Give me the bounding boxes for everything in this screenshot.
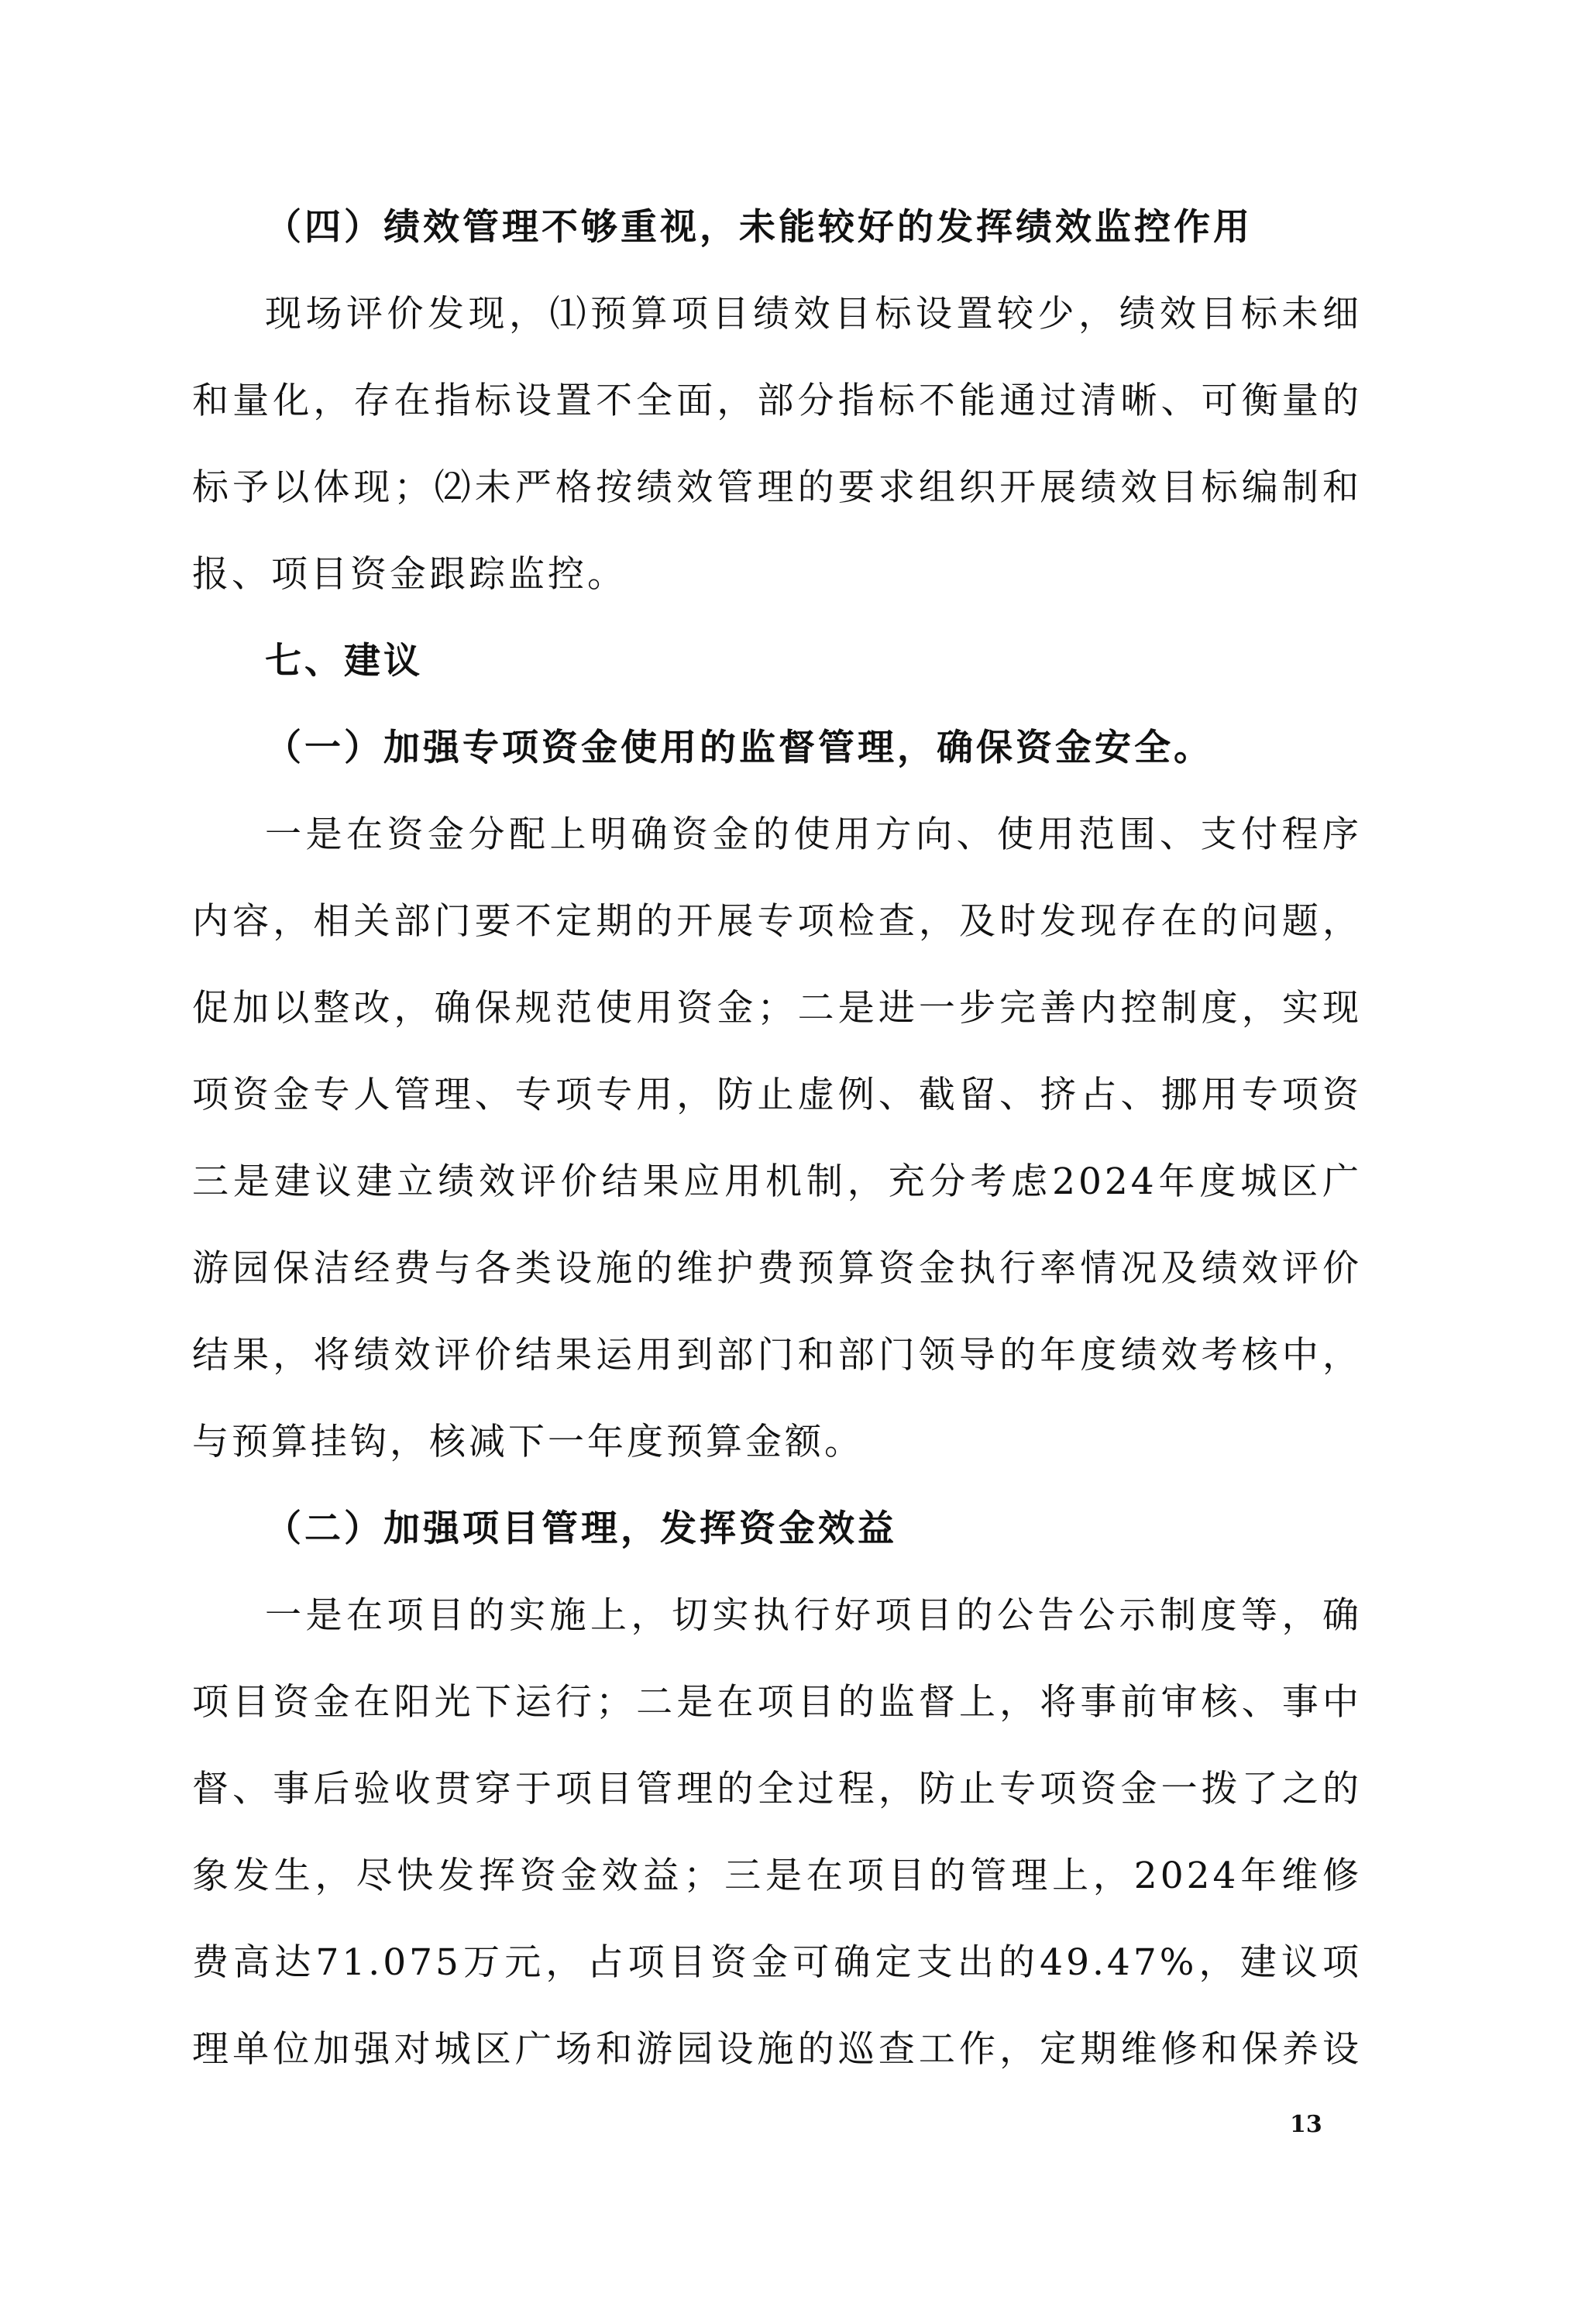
subsection-heading-1: （一）加强专项资金使用的监督管理，确保资金安全。 — [265, 727, 1213, 769]
section-heading-7: 七、建议 — [265, 640, 423, 682]
text-line: 报、项目资金跟踪监控。 — [192, 553, 627, 596]
text-line: 游园保洁经费与各类设施的维护费预算资金执行率情况及绩效评价 — [192, 1247, 1362, 1290]
text-line: 象发生，尽快发挥资金效益；三是在项目的管理上，2024年维修 — [192, 1855, 1362, 1897]
text-line: 结果，将绩效评价结果运用到部门和部门领导的年度绩效考核中， — [192, 1334, 1362, 1377]
text-line: 项资金专人管理、专项专用，防止虚例、截留、挤占、挪用专项资 — [192, 1074, 1362, 1116]
text-line: 标予以体现；⑵未严格按绩效管理的要求组织开展绩效目标编制和 — [192, 466, 1362, 509]
text-line: 现场评价发现，⑴预算项目绩效目标设置较少，绩效目标未细 — [265, 293, 1362, 335]
text-line: 和量化，存在指标设置不全面，部分指标不能通过清晰、可衡量的 — [192, 380, 1362, 422]
section-heading-4: （四）绩效管理不够重视，未能较好的发挥绩效监控作用 — [265, 206, 1253, 249]
text-line: 内容，相关部门要不定期的开展专项检查，及时发现存在的问题， — [192, 900, 1362, 943]
text-line: 督、事后验收贯穿于项目管理的全过程，防止专项资金一拨了之的 — [192, 1768, 1362, 1810]
text-line: 一是在资金分配上明确资金的使用方向、使用范围、支付程序 — [265, 813, 1362, 856]
text-line: 与预算挂钩，核减下一年度预算金额。 — [192, 1421, 864, 1463]
text-line: 促加以整改，确保规范使用资金；二是进一步完善内控制度，实现 — [192, 987, 1362, 1030]
text-line: 三是建议建立绩效评价结果应用机制，充分考虑2024年度城区广 — [192, 1160, 1362, 1203]
text-line: 费高达71.075万元，占项目资金可确定支出的49.47%，建议项 — [192, 1941, 1362, 1984]
text-line: 理单位加强对城区广场和游园设施的巡查工作，定期维修和保养设 — [192, 2028, 1362, 2071]
text-line: 一是在项目的实施上，切实执行好项目的公告公示制度等，确 — [265, 1594, 1362, 1637]
text-line: 项目资金在阳光下运行；二是在项目的监督上，将事前审核、事中 — [192, 1681, 1362, 1724]
page-body — [192, 184, 1362, 2093]
subsection-heading-2: （二）加强项目管理，发挥资金效益 — [265, 1508, 897, 1550]
page-number: 13 — [1290, 2111, 1322, 2138]
